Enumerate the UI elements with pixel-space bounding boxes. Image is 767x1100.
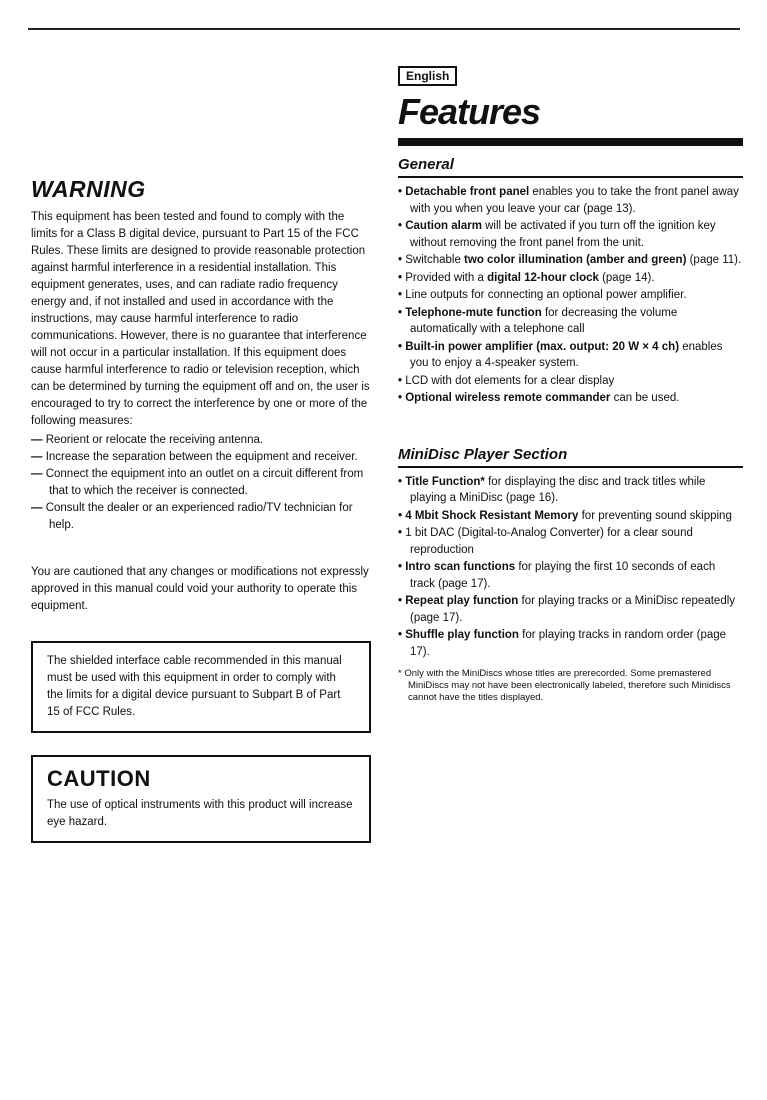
top-rule (28, 28, 740, 30)
section-title-general: General (398, 156, 743, 178)
list-item: • Caution alarm will be activated if you turn off the ignition key without removing the front panel from the unit. (398, 218, 743, 251)
warning-title: WARNING (31, 176, 146, 202)
list-item: • 4 Mbit Shock Resistant Memory for preventing sound skipping (398, 508, 743, 525)
measures-list (31, 432, 371, 534)
list-item: • Shuffle play function for playing tracks in random order (page 17). (398, 627, 743, 660)
list-item: • Switchable two color illumination (amber and green) (page 11). (398, 252, 743, 269)
caution-title: CAUTION (47, 766, 151, 791)
list-item: • Line outputs for connecting an optional power amplifier. (398, 287, 743, 304)
list-item: — Connect the equipment into an outlet on a circuit different from that to which the receiver is connected. (31, 466, 371, 500)
list-item: — Consult the dealer or an experienced radio/TV technician for help. (31, 500, 371, 534)
minidisc-features-list (398, 474, 743, 661)
title-rule (398, 138, 743, 146)
list-item: • Title Function* for displaying the disc and track titles while playing a MiniDisc (page 16). (398, 474, 743, 507)
list-item: • Detachable front panel enables you to take the front panel away with you when you leave your car (page 13). (398, 184, 743, 217)
language-tag: English (398, 66, 457, 86)
warning-paragraph-2: You are cautioned that any changes or modifications not expressly approved in this manual could void your authority to operate this equipment. (31, 566, 369, 612)
list-item: • Optional wireless remote commander can be used. (398, 390, 743, 407)
list-item: • LCD with dot elements for a clear display (398, 373, 743, 390)
general-features-list (398, 184, 743, 407)
list-item: • Intro scan functions for playing the first 10 seconds of each track (page 17). (398, 559, 743, 592)
caution-box (31, 755, 371, 843)
list-item: • Provided with a digital 12-hour clock (page 14). (398, 270, 743, 287)
caution-text: The use of optical instruments with this product will increase eye hazard. (47, 799, 353, 828)
title-function-footnote: * Only with the MiniDiscs whose titles are prerecorded. Some premastered MiniDiscs may not have been electronically labeled, therefore such Minidiscs cannot have the titles displayed. (398, 668, 743, 704)
shielded-cable-text: The shielded interface cable recommended in this manual must be used with this equipment in order to comply with the limits for a digital device pursuant to Subpart B of Part 15 of FCC Rules. (47, 655, 342, 718)
list-item: • Built-in power amplifier (max. output: 20 W × 4 ch) enables you to enjoy a 4-speaker system. (398, 339, 743, 372)
list-item: — Increase the separation between the equipment and receiver. (31, 449, 371, 466)
list-item: • Telephone-mute function for decreasing the volume automatically with a telephone call (398, 305, 743, 338)
page-title: Features (398, 91, 541, 132)
shielded-cable-notice (31, 641, 371, 733)
list-item: • 1 bit DAC (Digital-to-Analog Converter) for a clear sound reproduction (398, 525, 743, 558)
warning-paragraph-1: This equipment has been tested and found to comply with the limits for a Class B digital device, pursuant to Part 15 of the FCC Rules. These limits are designed to provide reasonable protection against harmful interference in a residential installation. This equipment generates, uses, and can radiate radio frequency energy and, if not installed and used in accordance with the instructions, may cause harmful interference to radio communications. However, there is no guarantee that interference will not occur in a particular installation. If this equipment does cause harmful interference to radio or television reception, which can be determined by turning the equipment off and on, the user is encouraged to try to correct the interference by one or more of the following measures: (31, 211, 370, 427)
left-column (31, 175, 371, 843)
section-title-minidisc: MiniDisc Player Section (398, 446, 743, 468)
list-item: — Reorient or relocate the receiving antenna. (31, 432, 371, 449)
list-item: • Repeat play function for playing tracks or a MiniDisc repeatedly (page 17). (398, 593, 743, 626)
right-column (398, 66, 743, 704)
